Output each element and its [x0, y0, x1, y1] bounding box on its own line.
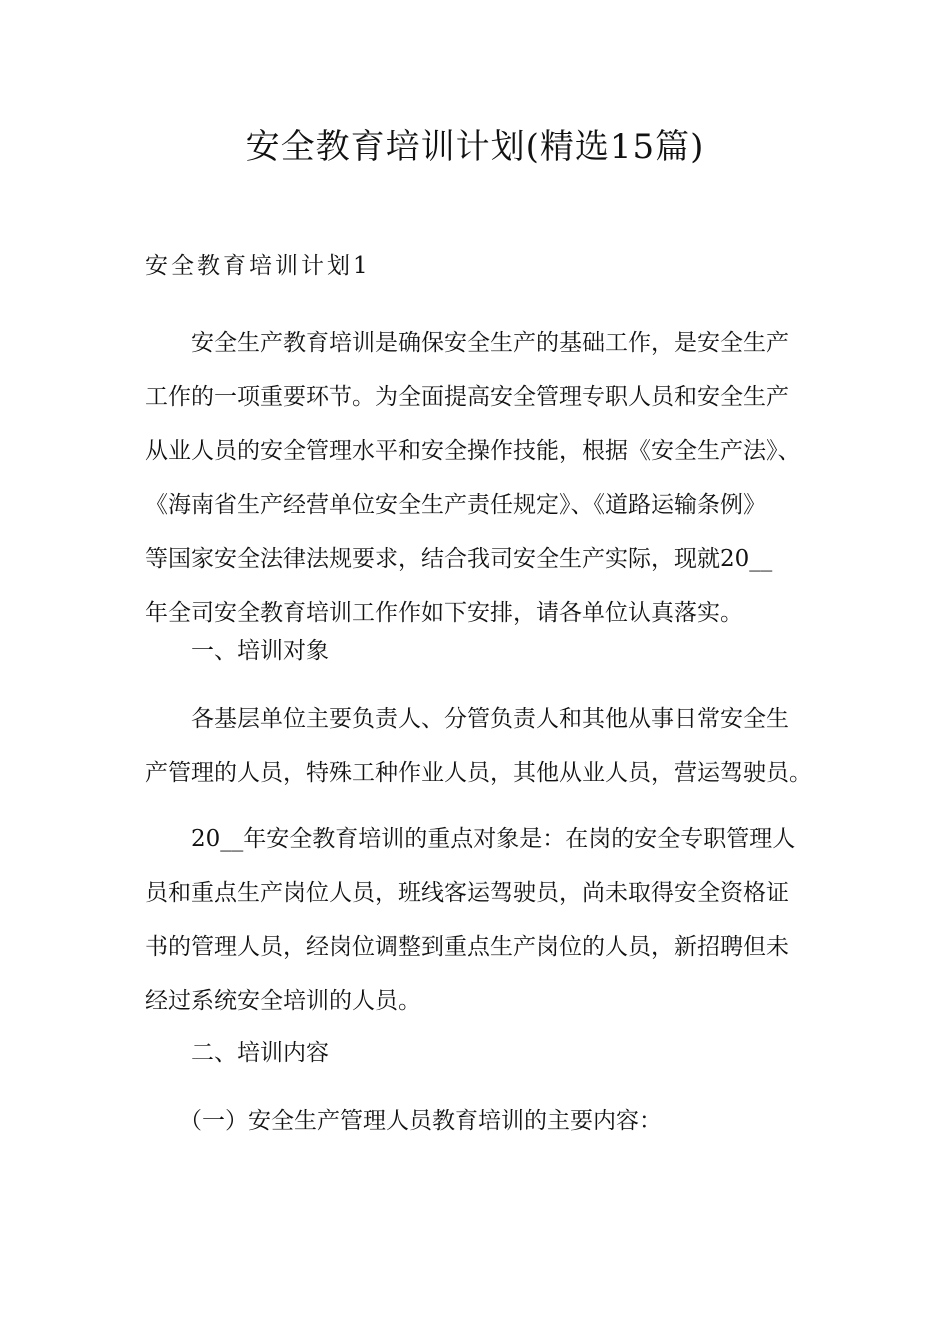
text-line: 从业人员的安全管理水平和安全操作技能，根据《安全生产法》、: [145, 438, 801, 464]
text-line: 安全生产教育培训是确保安全生产的基础工作，是安全生产: [191, 330, 789, 356]
subitem-management-training: [145, 1094, 815, 1148]
text-line: 《海南省生产经营单位安全生产责任规定》、《道路运输条例》: [145, 492, 766, 518]
subheading-training-content: [145, 1026, 815, 1080]
text-line: 员和重点生产岗位人员，班线客运驾驶员，尚未取得安全资格证: [145, 880, 789, 906]
text-line: 等国家安全法律法规要求，结合我司安全生产实际，现就20__: [145, 546, 773, 572]
text-line: 书的管理人员，经岗位调整到重点生产岗位的人员，新招聘但未: [145, 934, 789, 960]
text-line: 二、培训内容: [191, 1040, 329, 1066]
section-heading: 安全教育培训计划1: [145, 253, 371, 279]
text-line: 经过系统安全培训的人员。: [145, 988, 421, 1014]
text-line: 工作的一项重要环节。为全面提高安全管理专职人员和安全生产: [145, 384, 789, 410]
paragraph-intro: [145, 316, 815, 640]
text-line: 年全司安全教育培训工作作如下安排，请各单位认真落实。: [145, 600, 743, 626]
paragraph-key-targets: [145, 812, 815, 1028]
text-line: 一、培训对象: [191, 638, 329, 664]
text-line: 各基层单位主要负责人、分管负责人和其他从事日常安全生: [191, 706, 789, 732]
document-title: 安全教育培训计划(精选15篇): [245, 127, 705, 167]
text-line: 20__年安全教育培训的重点对象是：在岗的安全专职管理人: [191, 826, 796, 852]
subheading-training-targets: [145, 624, 815, 678]
paragraph-targets: [145, 692, 815, 800]
text-line: 产管理的人员，特殊工种作业人员，其他从业人员，营运驾驶员。: [145, 760, 812, 786]
text-line: （一）安全生产管理人员教育培训的主要内容：: [179, 1108, 662, 1134]
